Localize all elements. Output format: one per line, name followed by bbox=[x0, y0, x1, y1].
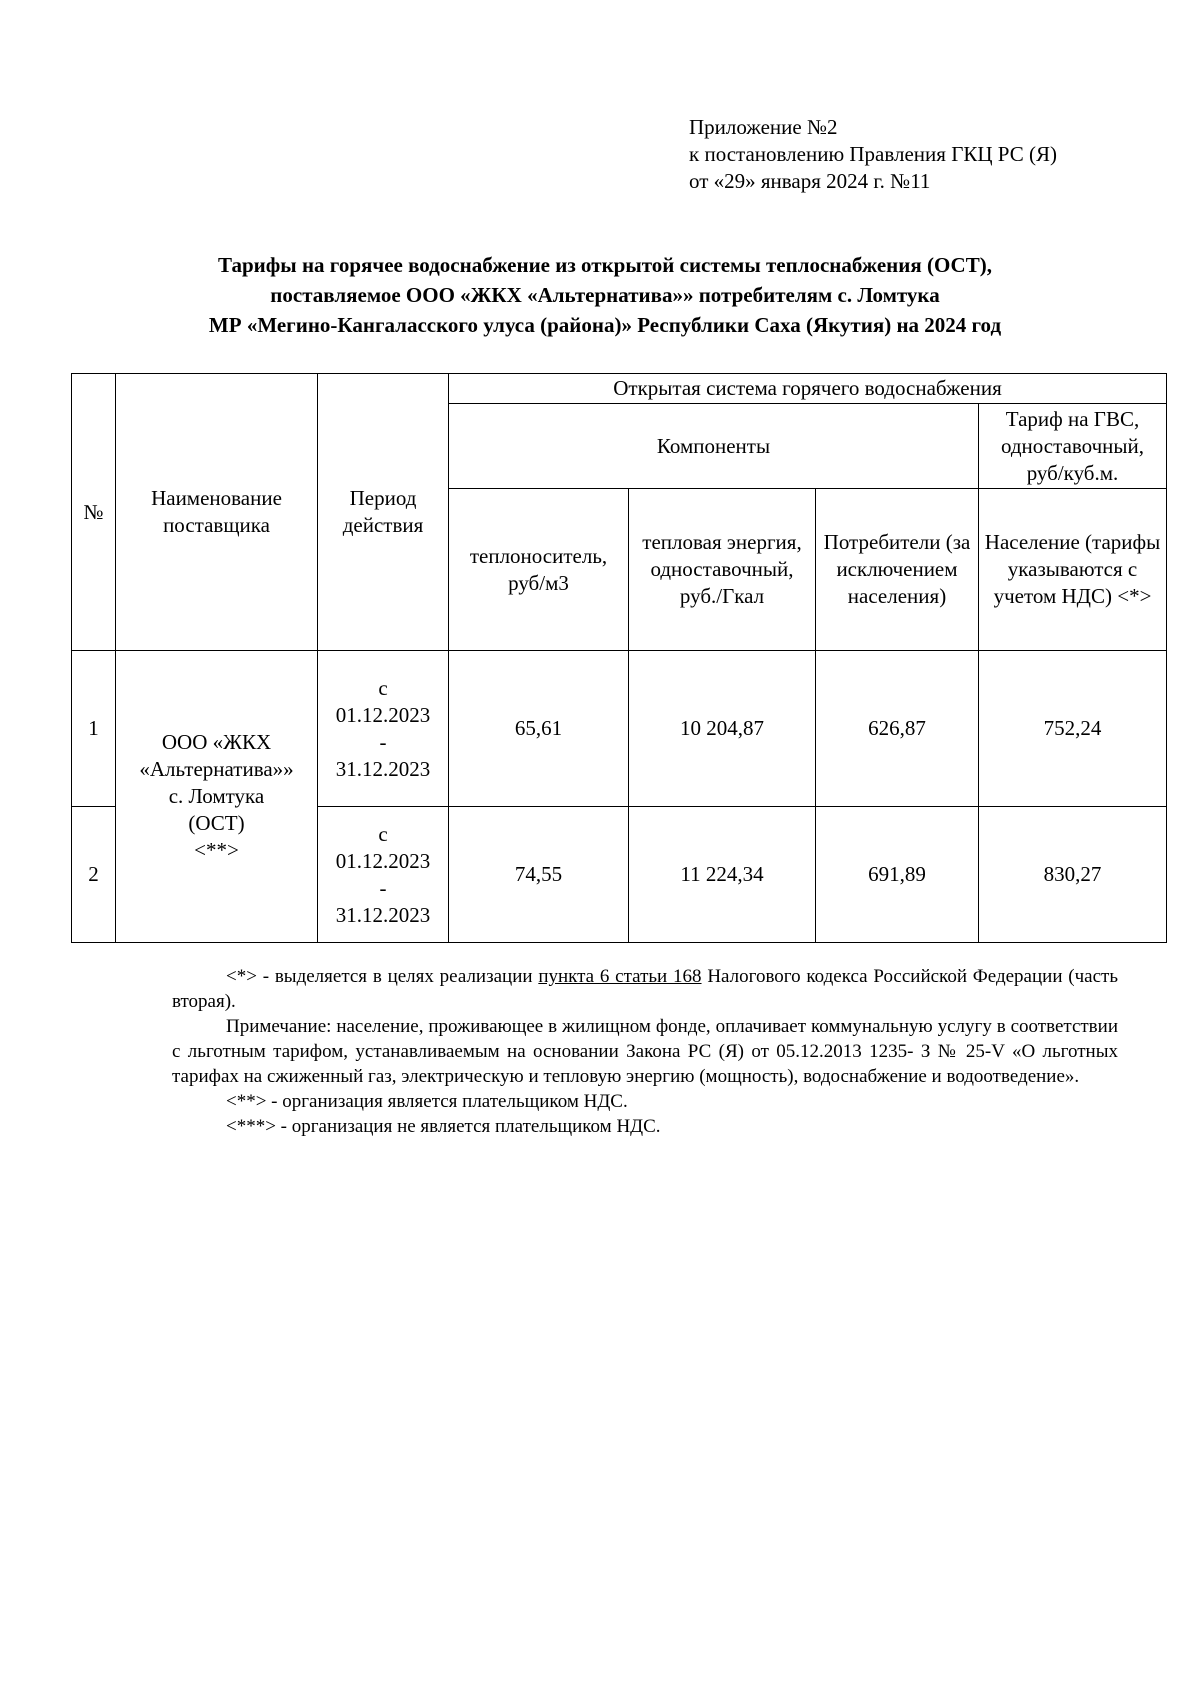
thermal-value: 11 224,34 bbox=[629, 807, 816, 943]
header-population: Население (тарифы указываются с учетом НДС) <*> bbox=[979, 489, 1167, 651]
supplier-line: ООО «ЖКХ bbox=[161, 730, 272, 754]
appendix-line: Приложение №2 bbox=[689, 115, 838, 139]
supplier-line: «Альтернатива»» bbox=[139, 757, 294, 781]
supplier-line: с. Ломтука bbox=[168, 784, 265, 808]
period-line: - bbox=[379, 729, 387, 754]
header-tariff: Тариф на ГВС, одноставочный, руб/куб.м. bbox=[979, 404, 1167, 489]
period-line: - bbox=[379, 875, 387, 900]
tariff-table bbox=[71, 373, 1167, 943]
appendix-header bbox=[689, 114, 1169, 195]
period-line: 01.12.2023 bbox=[335, 848, 431, 873]
period-line: с bbox=[378, 821, 388, 846]
period-line: 31.12.2023 bbox=[335, 756, 431, 781]
coolant-value: 65,61 bbox=[449, 651, 629, 807]
period-cell bbox=[318, 651, 449, 807]
supplier-line: (ОСТ) bbox=[188, 811, 245, 835]
thermal-value: 10 204,87 bbox=[629, 651, 816, 807]
header-open-system: Открытая система горячего водоснабжения bbox=[449, 374, 1167, 404]
document-title bbox=[90, 250, 1120, 340]
consumers-value: 691,89 bbox=[816, 807, 979, 943]
law-reference-link[interactable]: пункта 6 статьи 168 bbox=[538, 966, 702, 987]
footnote bbox=[172, 964, 1118, 1014]
header-period: Период действия bbox=[318, 374, 449, 651]
table-row bbox=[72, 651, 1167, 807]
footnote: <***> - организация не является плательщиком НДС. bbox=[226, 1116, 661, 1137]
supplier-cell bbox=[116, 651, 318, 943]
period-line: 01.12.2023 bbox=[335, 702, 431, 727]
population-value: 752,24 bbox=[979, 651, 1167, 807]
header-consumers: Потребители (за исключением населения) bbox=[816, 489, 979, 651]
footnotes bbox=[172, 964, 1118, 1139]
header-supplier: Наименование поставщика bbox=[116, 374, 318, 651]
title-line: МР «Мегино-Кангаласского улуса (района)» Республики Саха (Якутия) на 2024 год bbox=[208, 313, 1002, 337]
supplier-line: <**> bbox=[194, 838, 239, 862]
header-row bbox=[72, 374, 1167, 404]
period-line: 31.12.2023 bbox=[335, 902, 431, 927]
period-cell bbox=[318, 807, 449, 943]
footnote: <**> - организация является плательщиком НДС. bbox=[226, 1091, 628, 1112]
population-value: 830,27 bbox=[979, 807, 1167, 943]
header-num: № bbox=[72, 374, 116, 651]
header-coolant: теплоноситель, руб/м3 bbox=[449, 489, 629, 651]
appendix-line: к постановлению Правления ГКЦ РС (Я) bbox=[689, 142, 1057, 166]
title-line: Тарифы на горячее водоснабжение из открытой системы теплоснабжения (ОСТ), bbox=[218, 253, 992, 277]
footnote-text: <*> - выделяется в целях реализации bbox=[226, 966, 539, 987]
header-components: Компоненты bbox=[449, 404, 979, 489]
footnote: Примечание: население, проживающее в жилищном фонде, оплачивает коммунальную услугу в соответствии с льготным тарифом, устанавливаемым на основании Закона РС (Я) от 05.12.2013 1235- З № 25-V «О льготных тарифах на сжиженный газ, электрическую и тепловую энергию (мощность), водоснабжение и водоотведение». bbox=[172, 1016, 1118, 1087]
row-num: 1 bbox=[72, 651, 116, 807]
appendix-line: от «29» января 2024 г. №11 bbox=[689, 169, 931, 193]
period-line: с bbox=[378, 675, 388, 700]
footnote-text: Налогового кодекса Российской Федерации (часть вторая). bbox=[172, 966, 1119, 1012]
header-thermal: тепловая энергия, одноставочный, руб./Гкал bbox=[629, 489, 816, 651]
consumers-value: 626,87 bbox=[816, 651, 979, 807]
title-line: поставляемое ООО «ЖКХ «Альтернатива»» потребителям с. Ломтука bbox=[270, 283, 940, 307]
coolant-value: 74,55 bbox=[449, 807, 629, 943]
row-num: 2 bbox=[72, 807, 116, 943]
